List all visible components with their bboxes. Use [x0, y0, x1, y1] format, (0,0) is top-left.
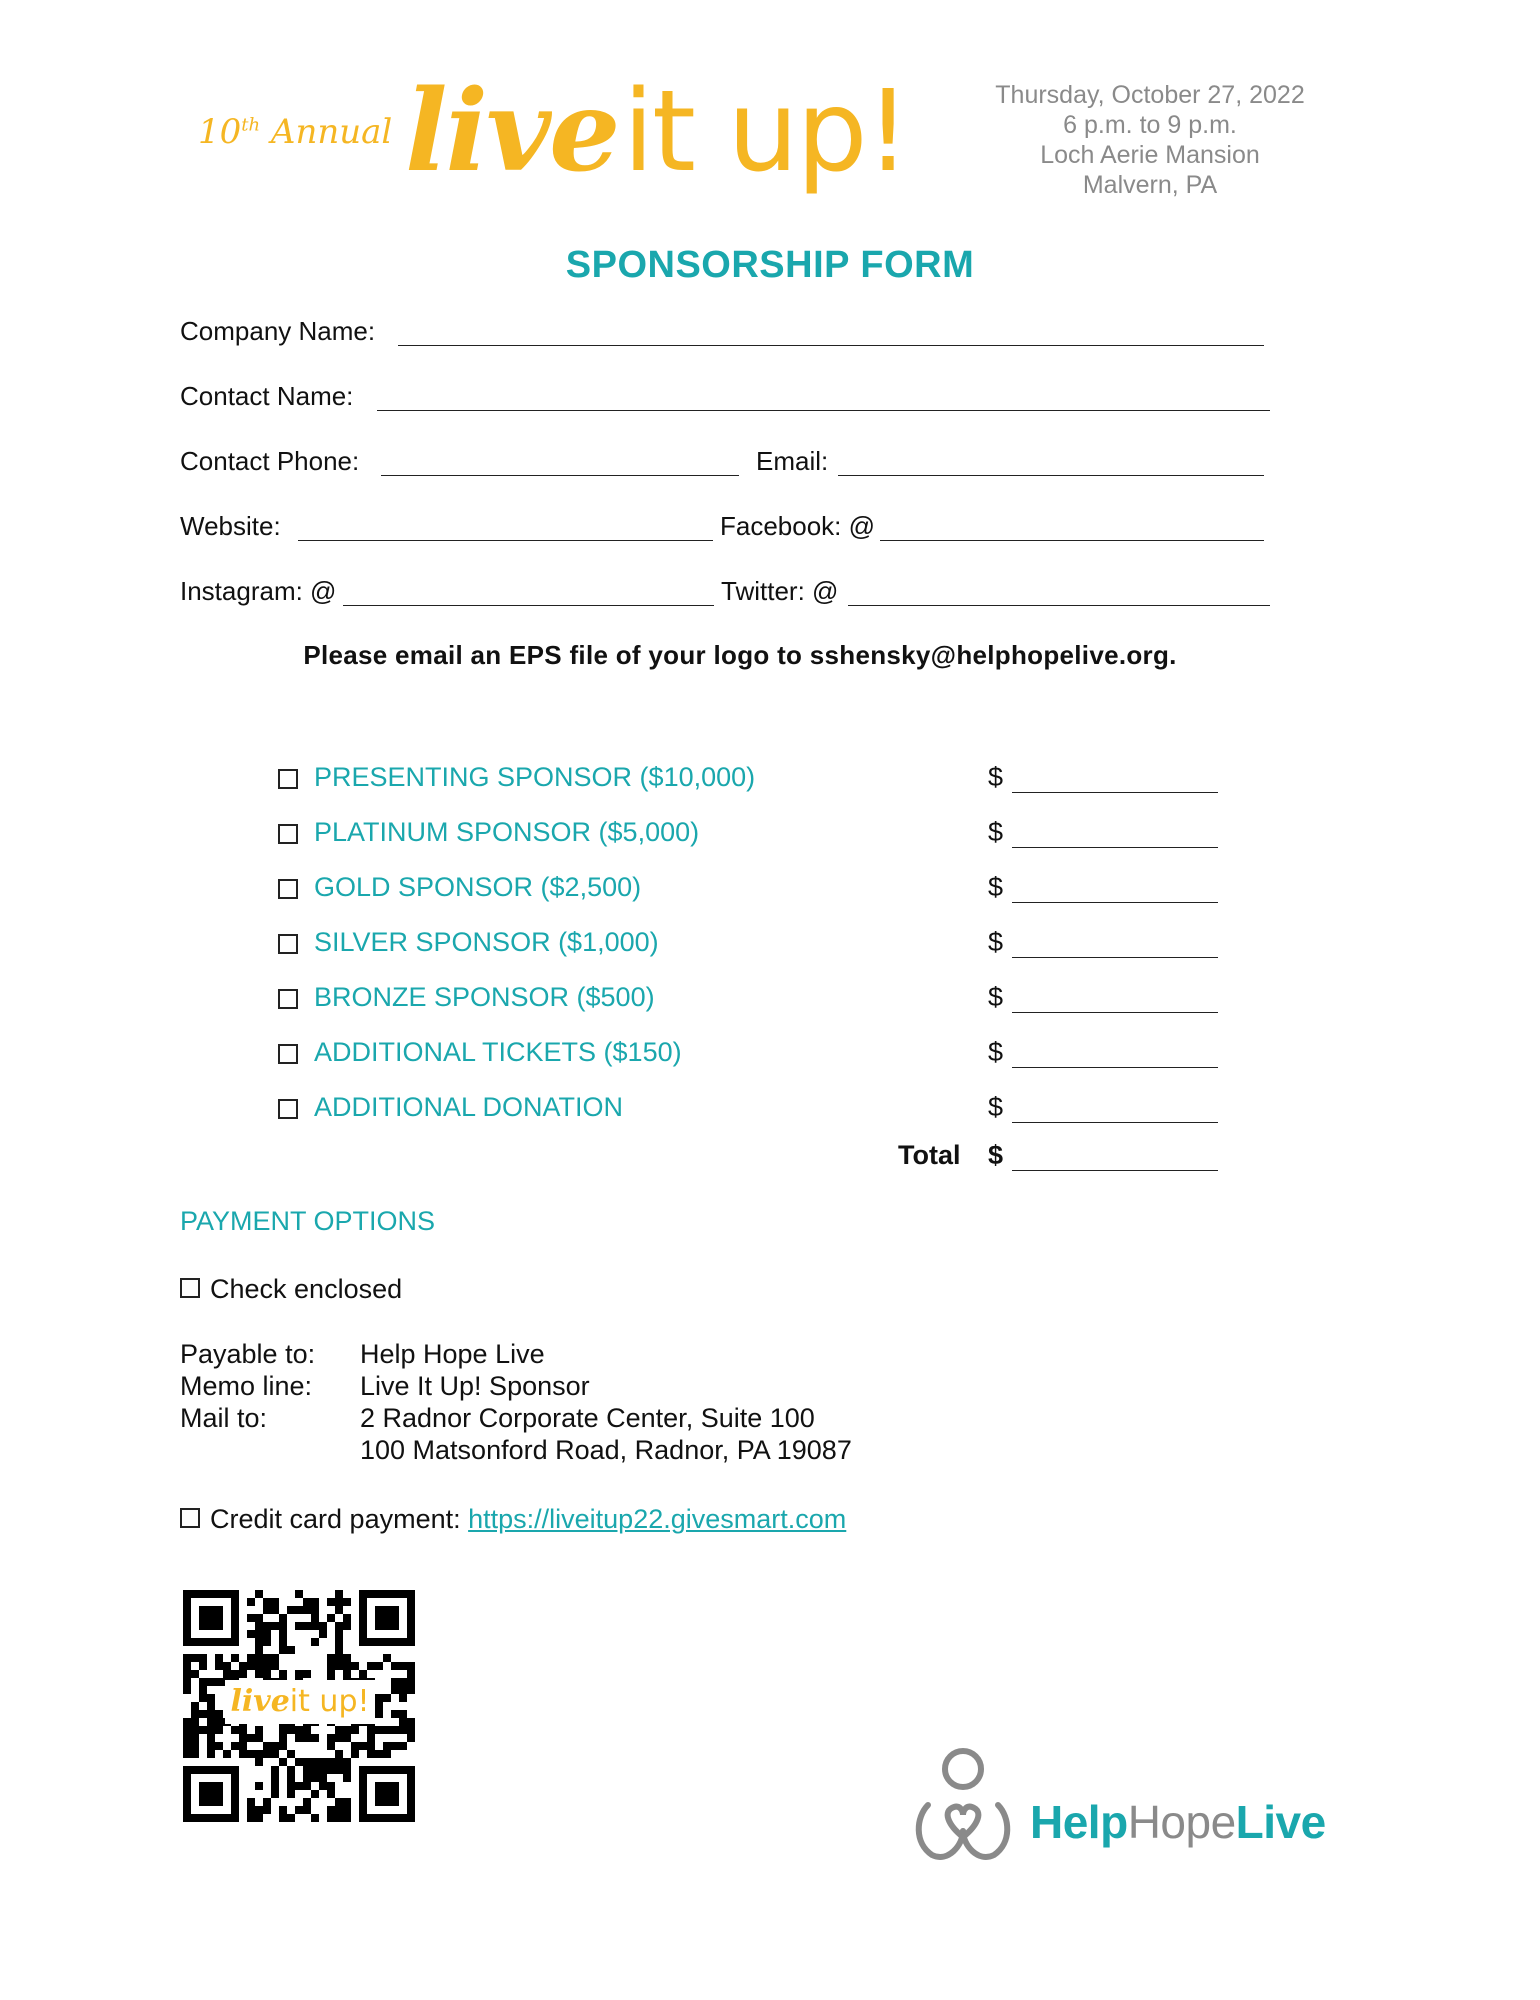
live-it-up-logo [405, 66, 909, 197]
website-field[interactable] [298, 540, 713, 541]
dollar-sign: $ [988, 1140, 1004, 1170]
qr-center-logo [225, 1680, 375, 1724]
sponsor-checkbox[interactable] [278, 769, 298, 789]
check-enclosed-label: Check enclosed [210, 1274, 403, 1304]
dollar-sign: $ [988, 817, 1004, 847]
mail-key: Mail to: [180, 1403, 268, 1433]
sponsor-amount-field[interactable] [1012, 902, 1218, 903]
instagram-label: Instagram: @ [180, 576, 337, 606]
check-enclosed-checkbox[interactable] [180, 1278, 200, 1298]
instagram-field[interactable] [343, 605, 714, 606]
sponsor-amount-field[interactable] [1012, 847, 1218, 848]
credit-card-label: Credit card payment: [210, 1504, 469, 1534]
payable-key: Payable to: [180, 1339, 316, 1369]
total-amount-field[interactable] [1012, 1170, 1218, 1171]
payment-details [180, 1338, 852, 1466]
sponsor-label: ADDITIONAL TICKETS ($150) [314, 1037, 682, 1067]
facebook-field[interactable] [880, 540, 1264, 541]
memo-key: Memo line: [180, 1371, 313, 1401]
sponsor-label: SILVER SPONSOR ($1,000) [314, 927, 659, 957]
event-venue: Loch Aerie Mansion [1040, 141, 1260, 169]
contact-phone-field[interactable] [381, 475, 739, 476]
contact-name-field[interactable] [377, 410, 1270, 411]
website-label: Website: [180, 511, 281, 541]
mail-line-1: 2 Radnor Corporate Center, Suite 100 [360, 1403, 815, 1433]
qr-logo-itup: it up! [289, 1684, 370, 1719]
logo-itup-word: it up! [622, 67, 909, 197]
sponsor-label: PLATINUM SPONSOR ($5,000) [314, 817, 700, 847]
twitter-label: Twitter: @ [721, 576, 839, 606]
sponsor-checkbox[interactable] [278, 879, 298, 899]
payable-value: Help Hope Live [360, 1339, 545, 1369]
event-location: Malvern, PA [1082, 171, 1218, 199]
sponsor-amount-field[interactable] [1012, 957, 1218, 958]
facebook-label: Facebook: @ [720, 511, 876, 541]
dollar-sign: $ [988, 872, 1004, 902]
memo-value: Live It Up! Sponsor [360, 1371, 590, 1401]
sponsor-option[interactable] [278, 927, 659, 958]
sponsor-amount-field[interactable] [1012, 1012, 1218, 1013]
sponsor-amount-field[interactable] [1012, 792, 1218, 793]
sponsor-option[interactable] [278, 762, 755, 793]
help-hope-live-logo [1030, 1795, 1326, 1849]
sponsor-checkbox[interactable] [278, 989, 298, 1009]
sponsor-label: GOLD SPONSOR ($2,500) [314, 872, 642, 902]
sponsor-label: PRESENTING SPONSOR ($10,000) [314, 762, 756, 792]
check-enclosed-option[interactable] [180, 1274, 402, 1305]
brand-hope: Hope [1127, 1796, 1236, 1848]
dollar-sign: $ [988, 1092, 1004, 1122]
dollar-sign: $ [988, 762, 1004, 792]
mail-line-2: 100 Matsonford Road, Radnor, PA 19087 [360, 1435, 852, 1465]
contact-name-label: Contact Name: [180, 381, 354, 411]
form-title: SPONSORSHIP FORM [565, 244, 975, 286]
sponsor-option[interactable] [278, 817, 699, 848]
credit-card-link[interactable]: https://liveitup22.givesmart.com [468, 1504, 847, 1534]
event-info [920, 80, 1380, 200]
brand-live: Live [1235, 1796, 1326, 1848]
dollar-sign: $ [988, 1037, 1004, 1067]
sponsor-checkbox[interactable] [278, 1099, 298, 1119]
sponsor-checkbox[interactable] [278, 1044, 298, 1064]
total-label: Total [898, 1140, 961, 1170]
brand-help: Help [1030, 1796, 1128, 1848]
contact-phone-label: Contact Phone: [180, 446, 360, 476]
sponsor-option[interactable] [278, 872, 641, 903]
logo-live-word: live [405, 66, 619, 197]
event-date: Thursday, October 27, 2022 [995, 81, 1305, 109]
sponsor-option[interactable] [278, 982, 655, 1013]
credit-card-option[interactable] [180, 1504, 846, 1535]
sponsor-option[interactable] [278, 1037, 682, 1068]
sponsor-checkbox[interactable] [278, 824, 298, 844]
sponsor-label: ADDITIONAL DONATION [314, 1092, 624, 1122]
annual-edition-label: 10th Annual [198, 112, 393, 152]
credit-card-checkbox[interactable] [180, 1508, 200, 1528]
sponsor-option[interactable] [278, 1092, 623, 1123]
dollar-sign: $ [988, 982, 1004, 1012]
twitter-field[interactable] [848, 605, 1270, 606]
email-field[interactable] [838, 475, 1264, 476]
company-name-label: Company Name: [180, 316, 376, 346]
help-hope-live-icon [908, 1745, 1018, 1865]
dollar-sign: $ [988, 927, 1004, 957]
sponsor-label: BRONZE SPONSOR ($500) [314, 982, 655, 1012]
event-time: 6 p.m. to 9 p.m. [1063, 111, 1237, 139]
sponsor-checkbox[interactable] [278, 934, 298, 954]
sponsor-amount-field[interactable] [1012, 1067, 1218, 1068]
sponsor-amount-field[interactable] [1012, 1122, 1218, 1123]
company-name-field[interactable] [398, 345, 1264, 346]
email-label: Email: [756, 446, 829, 476]
qr-logo-live: live [230, 1684, 290, 1719]
payment-options-title: PAYMENT OPTIONS [180, 1206, 436, 1236]
logo-email-note: Please email an EPS file of your logo to sshensky@helphopelive.org. [303, 640, 1177, 670]
